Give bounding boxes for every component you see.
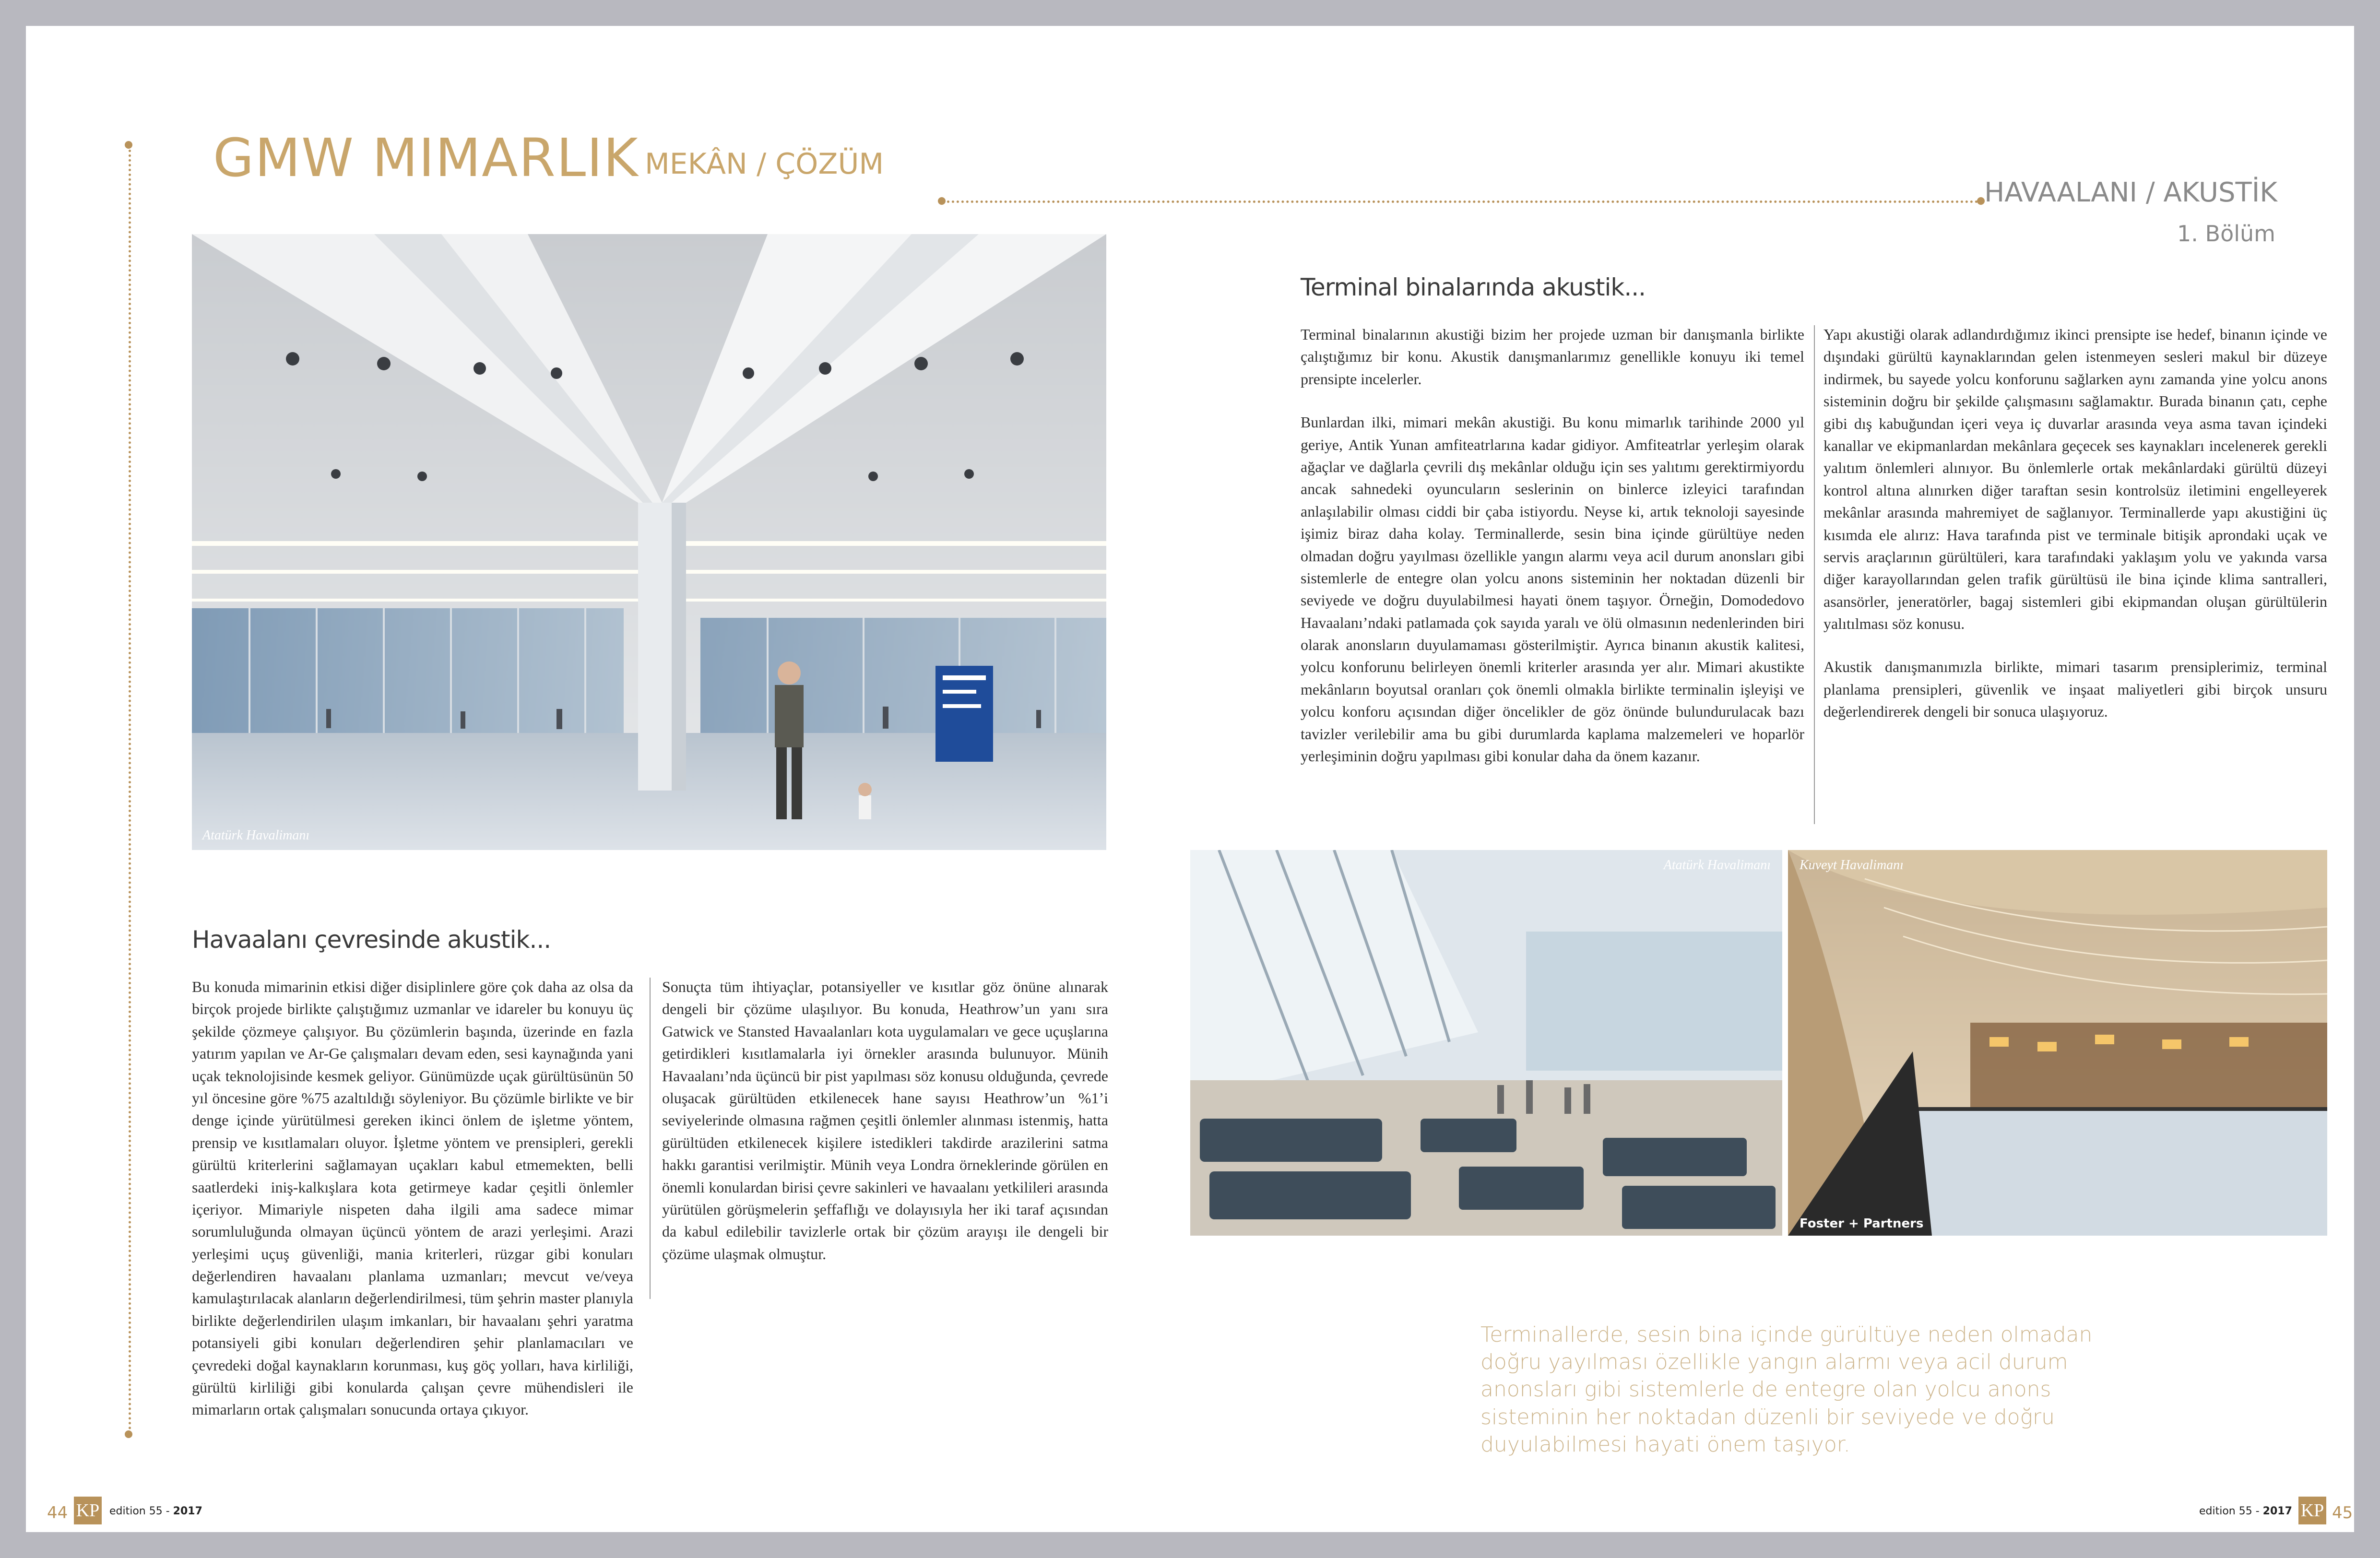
left-heading: Havaalanı çevresinde akustik... (192, 926, 551, 954)
photo-caption-main: Atatürk Havalimanı (202, 828, 310, 843)
kp-logo-left: KP (74, 1497, 102, 1524)
right-heading: Terminal binalarında akustik... (1301, 273, 1646, 301)
terminal-hall-photo (192, 234, 1106, 850)
terminal-hall-illustration (192, 234, 1106, 850)
edition-text: edition 55 - (2199, 1505, 2263, 1517)
right-col2-p1: Yapı akustiği olarak adlandırdığımız ikinci prensipte ise hedef, binanın içinde ve dışındaki gürültü kaynaklarından gelen istenmeyen sesleri makul bir düzeye indirmek, bu sayede yolcu konforunu sağlarken aynı zamanda yine yolcu anons sisteminin doğru bir şekilde çalışmasını sağlamaktır. Burada binanın çatı, cephe gibi dış kabuğundan içeri veya iç duvarlar arasında veya asma tavan içindeki kanallar ve ekipmanlardan mekânlara geçecek ses kaynakları incelenerek gerekli yalıtım önlemleri alınıyor. Bu önlemlerle ortak mekânlardaki gürültü düzeyi kontrol altına alınırken diğer taraftan sesin kontrolsüz iletimini engelleyerek mekânlar arasında mahremiyet de sağlanıyor. Terminallerde yapı akustiğini üç kısımda ele alırız: Hava tarafında pist ve terminale bitişik aprondaki uçak ve servis araçlarının gürültüleri, kara tarafındaki yaklaşım yolu ve yakında varsa diğer karayollarından gelen trafik gürültüsü ile bina içinde klima santralleri, asansörler, jeneratörler, bagaj sistemleri gibi ekipmandan oluşan gürültülerin yalıtılması söz konusu. (1823, 326, 2327, 633)
left-column-1 (192, 976, 633, 1442)
right-column-2 (1823, 323, 2327, 744)
left-column-2 (662, 976, 1108, 1286)
photo-caption-kuwait: Kuveyt Havalimanı (1800, 858, 1904, 873)
left-col1-text: Bu konuda mimarinin etkisi diğer disiplinlere göre çok daha az olsa da birçok projede birlikte çalıştığımız uzmanlar ve idareler bu konuyu üç şekilde çözmeye çalışıyor. Bu çözümlerin başında, üzerinde en fazla yatırım yapılan ve Ar-Ge çalışmaları devam eden, sesi kaynağında yani uçak teknolojisinde kesmek geliyor. Günümüzde uçak gürültüsünün 50 yıl öncesine göre %75 azaltıldığı söyleniyor. Bu çözümle birlikte ve bir denge içinde yürütülmesi gereken ikinci önlem de işletme yöntem, prensip ve kısıtlamaları oluyor. İşletme yöntem ve prensipleri, gerekli gürültü kriterlerini sağlamayan uçakları kabul etmemekten, belli saatlerdeki iniş-kalkışlara kota getirmeye kadar çeşitli önlemler içeriyor. Mimariyle nispeten daha ilgili ama sadece mimar sorumluluğunda olmayan üçüncü yöntem de arazi yerleşimi. Arazi yerleşimi uçuş güvenliği, mania kriterleri, rüzgar gibi konuları değerlendiren havaalanı planlama uzmanları; mevcut ve/veya kamulaştırılacak alanların değerlendirilmesi, tüm şehrin master planıyla birlikte değerlendirilen ulaşım imkanları, bir havaalanı şehri yaratma potansiyeli gibi konuları değerlendiren şehir planlamacıları ve çevredeki doğal kaynakların korunması, kuş göç yolları, hava kirliliği, gürültü kirliliği gibi konularda çalışan çevre mühendisleri ile mimarların ortak çalışmaları sonucunda ortaya çıkıyor. (192, 978, 633, 1418)
photo-caption-waiting: Atatürk Havalimanı (1663, 858, 1771, 873)
magazine-spread (26, 26, 2354, 1532)
vertical-dotted-line (129, 145, 131, 1430)
section-title: HAVAALANI / AKUSTİK (1984, 177, 2277, 208)
right-col2-p2: Akustik danışmanımızla birlikte, mimari tasarım prensiplerimiz, terminal planlama prensipleri, güvenlik ve inşaat maliyetleri gibi birçok unsuru değerlendirerek dengeli bir sonuca ulaşıyoruz. (1823, 658, 2327, 720)
right-col1-p1: Terminal binalarının akustiği bizim her projede uzman bir danışmanla birlikte çalıştığımız bir konu. Akustik danışmanlarımız genellikle konuyu iki temel prensipte incelerler. (1301, 326, 1804, 388)
kuwait-airport-photo (1788, 850, 2327, 1236)
kp-logo-right: KP (2298, 1497, 2326, 1524)
section-part: 1. Bölüm (2177, 221, 2275, 247)
column-divider (650, 978, 651, 1299)
edition-year: 2017 (173, 1505, 202, 1517)
left-col2-text: Sonuçta tüm ihtiyaçlar, potansiyeller ve kısıtlar göz önüne alınarak dengeli bir çözüme ulaşılıyor. Bu konuda, Heathrow’un yanı sıra Gatwick ve Stansted Havaalanları kota uygulamaları ve gece uçuşlarına getirdikleri kısıtlamalarla iyi örnekler arasında bulunuyor. Münih Havaalanı’nda üçüncü bir pist yapılması söz konusu olduğunda, çevrede oluşacak gürültüden etkilenecek hane sayısı Heathrow’un %1’i seviyelerinde olmasına rağmen çeşitli önlemler alınması istenmiş, hatta gürültüden etkilenecek kişilere istedikleri takdirde arazilerini satma hakkı garantisi verilmiştir. Münih veya Londra örneklerinde görülen en önemli konulardan birisi çevre sakinleri ve havaalanı yetkilileri arasında yürütülen görüşmelerin şeffaflığı ve dolayısıyla her iki taraf açısından da kabul edilebilir tavizlerle ortak bir çözüm arayışı ile dengeli bir çözüme ulaşmak olmuştur. (662, 978, 1108, 1263)
edition-left (109, 1505, 202, 1517)
edition-text: edition 55 - (109, 1505, 173, 1517)
edition-right (2199, 1505, 2292, 1517)
left-page (26, 26, 1190, 1532)
right-column-1 (1301, 323, 1804, 788)
hline-dot-right (1977, 197, 1985, 205)
waiting-area-photo (1190, 850, 1782, 1236)
right-col1-p2: Bunlardan ilki, mimari mekân akustiği. Bu konu mimarlık tarihinde 2000 yıl geriye, Antik Yunan amfiteatrlarına kadar gidiyor. Amfiteatrlar yerleşim olarak ağaçlar ve dağlarla çevrili dış mekânlar olduğu için ses yalıtımı gerektirmiyordu ancak sahnedeki oyuncuların seslerinin on binlerce izleyici tarafından anlaşılabilir olması ciddi bir çaba istiyordu. Neyse ki, artık teknoloji sayesinde işimiz biraz daha kolay. Terminallerde, sesin bina içinde gürültüye neden olmadan doğru yayılması özellikle yangın alarmı veya acil durum anonsları gibi sistemlerle de entegre olan yolcu anons sisteminin her noktadan düzenli bir seviyede ve doğru duyulabilmesi hayati önem taşıyor. Örneğin, Domodedovo Havaalanı’ndaki patlamada çok sayıda yaralı ve ölü olmasının nedenlerinden biri olarak anonsların duyulamaması gösterilmiştir. Ayrıca binanın akustik kalitesi, yolcu konforunu belirleyen önemli kriterler arasında yer alır. Mimari akustikte mekânların boyutsal oranları çok önemli olmakla birlikte terminalin işleyişi ve yolcu konforu açısından diğer öncelikler de göz önünde bulundurulacak bazı tavizler verilebilir ama bu gibi durumlarda kaplama malzemeleri ve hoparlör yerleşiminin doğru yapılması gibi konular daha da önem kazanır. (1301, 413, 1804, 765)
kuwait-airport-illustration (1788, 850, 2327, 1236)
brand-subtitle: MEKÂN / ÇÖZÜM (645, 147, 884, 181)
edition-year: 2017 (2262, 1505, 2292, 1517)
right-column-divider (1814, 325, 1815, 824)
waiting-area-illustration (1190, 850, 1782, 1236)
page-number-left: 44 (47, 1503, 68, 1523)
line-dot-bottom (125, 1430, 132, 1438)
pull-quote: Terminallerde, sesin bina içinde gürültüye neden olmadan doğru yayılması özellikle yangın alarmı veya acil durum anonsları gibi sistemlerle de entegre olan yolcu anons sisteminin her noktadan düzenli bir seviyede ve doğru duyulabilmesi hayati önem taşıyor. (1480, 1322, 2093, 1457)
line-dot-top (125, 141, 132, 149)
photo-credit: Foster + Partners (1800, 1216, 1924, 1231)
hline-dot-left (938, 197, 946, 205)
horizontal-dotted-line (942, 201, 1978, 203)
page-number-right: 45 (2332, 1503, 2353, 1523)
brand-title: GMW MIMARLIK (213, 127, 639, 189)
right-page (1190, 26, 2354, 1532)
